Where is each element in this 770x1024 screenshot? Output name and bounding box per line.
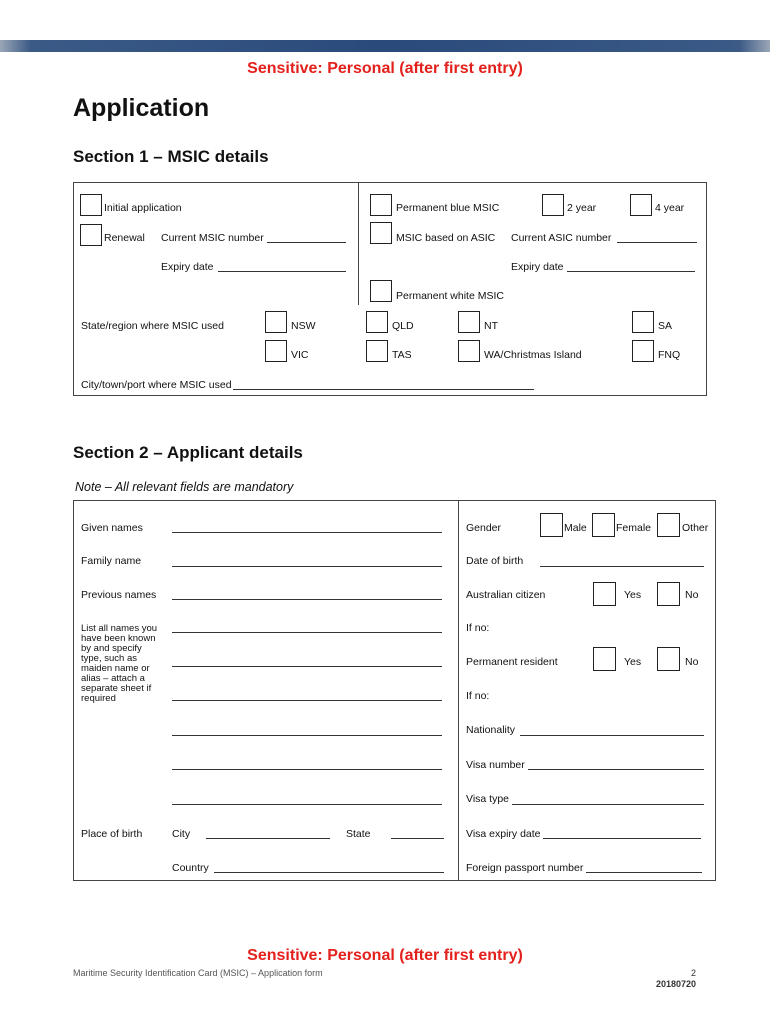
permanent-blue-checkbox[interactable] bbox=[370, 194, 392, 216]
other-gender-label: Other bbox=[682, 522, 709, 534]
gender-label: Gender bbox=[466, 522, 502, 534]
current-msic-number-label: Current MSIC number bbox=[161, 232, 264, 244]
fnq-label: FNQ bbox=[658, 349, 681, 361]
visa-number-label: Visa number bbox=[466, 759, 525, 771]
city-field[interactable] bbox=[206, 838, 330, 839]
four-year-label: 4 year bbox=[655, 202, 685, 214]
permanent-white-checkbox[interactable] bbox=[370, 280, 392, 302]
vic-label: VIC bbox=[291, 349, 309, 361]
visa-expiry-date-label: Visa expiry date bbox=[466, 828, 541, 840]
resident-no-label: No bbox=[685, 656, 699, 668]
citizen-no-label: No bbox=[685, 589, 699, 601]
family-name-field[interactable] bbox=[172, 566, 442, 567]
foreign-passport-number-field[interactable] bbox=[586, 872, 702, 873]
visa-number-field[interactable] bbox=[528, 769, 704, 770]
other-names-field-5[interactable] bbox=[172, 769, 442, 770]
nt-checkbox[interactable] bbox=[458, 311, 480, 333]
permanent-blue-label: Permanent blue MSIC bbox=[396, 202, 500, 214]
previous-names-field[interactable] bbox=[172, 599, 442, 600]
resident-yes-checkbox[interactable] bbox=[593, 647, 616, 671]
expiry-date-left-label: Expiry date bbox=[161, 261, 214, 273]
section1-divider bbox=[358, 182, 359, 305]
fnq-checkbox[interactable] bbox=[632, 340, 654, 362]
qld-checkbox[interactable] bbox=[366, 311, 388, 333]
current-asic-number-label: Current ASIC number bbox=[511, 232, 612, 244]
msic-based-on-asic-checkbox[interactable] bbox=[370, 222, 392, 244]
msic-based-on-asic-label: MSIC based on ASIC bbox=[396, 232, 496, 244]
section2-divider bbox=[458, 500, 459, 880]
expiry-date-right-field[interactable] bbox=[567, 271, 695, 272]
nationality-label: Nationality bbox=[466, 724, 516, 736]
country-field[interactable] bbox=[214, 872, 444, 873]
male-checkbox[interactable] bbox=[540, 513, 563, 537]
foreign-passport-number-label: Foreign passport number bbox=[466, 862, 584, 874]
state-region-label: State/region where MSIC used bbox=[81, 320, 224, 332]
wa-checkbox[interactable] bbox=[458, 340, 480, 362]
previous-names-label: Previous names bbox=[81, 589, 157, 601]
nsw-label: NSW bbox=[291, 320, 316, 332]
expiry-date-left-field[interactable] bbox=[218, 271, 346, 272]
qld-label: QLD bbox=[392, 320, 414, 332]
sensitivity-banner-top: Sensitive: Personal (after first entry) bbox=[247, 60, 523, 77]
state-label: State bbox=[346, 828, 371, 840]
sa-checkbox[interactable] bbox=[632, 311, 654, 333]
nsw-checkbox[interactable] bbox=[265, 311, 287, 333]
given-names-field[interactable] bbox=[172, 532, 442, 533]
if-no-label-1: If no: bbox=[466, 622, 490, 634]
current-msic-number-field[interactable] bbox=[267, 242, 346, 243]
family-name-label: Family name bbox=[81, 555, 142, 567]
city-port-field[interactable] bbox=[233, 389, 534, 390]
renewal-label: Renewal bbox=[104, 232, 145, 244]
expiry-date-right-label: Expiry date bbox=[511, 261, 564, 273]
place-of-birth-label: Place of birth bbox=[81, 828, 143, 840]
given-names-label: Given names bbox=[81, 522, 143, 534]
current-asic-number-field[interactable] bbox=[617, 242, 697, 243]
permanent-white-label: Permanent white MSIC bbox=[396, 290, 504, 302]
city-label: City bbox=[172, 828, 191, 840]
section2-heading: Section 2 – Applicant details bbox=[73, 443, 303, 462]
two-year-label: 2 year bbox=[567, 202, 597, 214]
nt-label: NT bbox=[484, 320, 498, 332]
header-bar bbox=[0, 40, 770, 52]
visa-type-field[interactable] bbox=[512, 804, 704, 805]
four-year-checkbox[interactable] bbox=[630, 194, 652, 216]
section2-note: Note – All relevant fields are mandatory bbox=[75, 480, 294, 494]
date-of-birth-label: Date of birth bbox=[466, 555, 524, 567]
other-gender-checkbox[interactable] bbox=[657, 513, 680, 537]
other-names-field-1[interactable] bbox=[172, 632, 442, 633]
wa-label: WA/Christmas Island bbox=[484, 349, 582, 361]
country-label: Country bbox=[172, 862, 209, 874]
visa-type-label: Visa type bbox=[466, 793, 509, 805]
sa-label: SA bbox=[658, 320, 673, 332]
initial-application-checkbox[interactable] bbox=[80, 194, 102, 216]
initial-application-label: Initial application bbox=[104, 202, 182, 214]
tas-label: TAS bbox=[392, 349, 412, 361]
citizen-yes-label: Yes bbox=[624, 589, 642, 601]
other-names-field-3[interactable] bbox=[172, 700, 442, 701]
two-year-checkbox[interactable] bbox=[542, 194, 564, 216]
visa-expiry-date-field[interactable] bbox=[543, 838, 701, 839]
other-names-field-2[interactable] bbox=[172, 666, 442, 667]
footer-form-title: Maritime Security Identification Card (MSIC) – Application form bbox=[73, 968, 323, 978]
other-names-field-6[interactable] bbox=[172, 804, 442, 805]
footer-version-code: 20180720 bbox=[655, 979, 696, 989]
sensitivity-banner-bottom: Sensitive: Personal (after first entry) bbox=[247, 947, 523, 964]
other-names-field-4[interactable] bbox=[172, 735, 442, 736]
female-label: Female bbox=[616, 522, 652, 534]
female-checkbox[interactable] bbox=[592, 513, 615, 537]
vic-checkbox[interactable] bbox=[265, 340, 287, 362]
section1-heading: Section 1 – MSIC details bbox=[73, 147, 269, 166]
state-field[interactable] bbox=[391, 838, 444, 839]
footer-page-number: 2 bbox=[690, 968, 696, 978]
resident-no-checkbox[interactable] bbox=[657, 647, 680, 671]
nationality-field[interactable] bbox=[520, 735, 704, 736]
australian-citizen-label: Australian citizen bbox=[466, 589, 546, 601]
section2-box bbox=[73, 500, 716, 881]
resident-yes-label: Yes bbox=[624, 656, 642, 668]
city-port-label: City/town/port where MSIC used bbox=[81, 379, 232, 391]
citizen-yes-checkbox[interactable] bbox=[593, 582, 616, 606]
citizen-no-checkbox[interactable] bbox=[657, 582, 680, 606]
permanent-resident-label: Permanent resident bbox=[466, 656, 558, 668]
list-names-label: List all names you have been known by and specify type, such as maiden name or alias – attach a separate sheet if required bbox=[81, 623, 158, 704]
tas-checkbox[interactable] bbox=[366, 340, 388, 362]
male-label: Male bbox=[564, 522, 587, 534]
page-title: Application bbox=[73, 94, 210, 122]
renewal-checkbox[interactable] bbox=[80, 224, 102, 246]
if-no-label-2: If no: bbox=[466, 690, 490, 702]
date-of-birth-field[interactable] bbox=[540, 566, 704, 567]
